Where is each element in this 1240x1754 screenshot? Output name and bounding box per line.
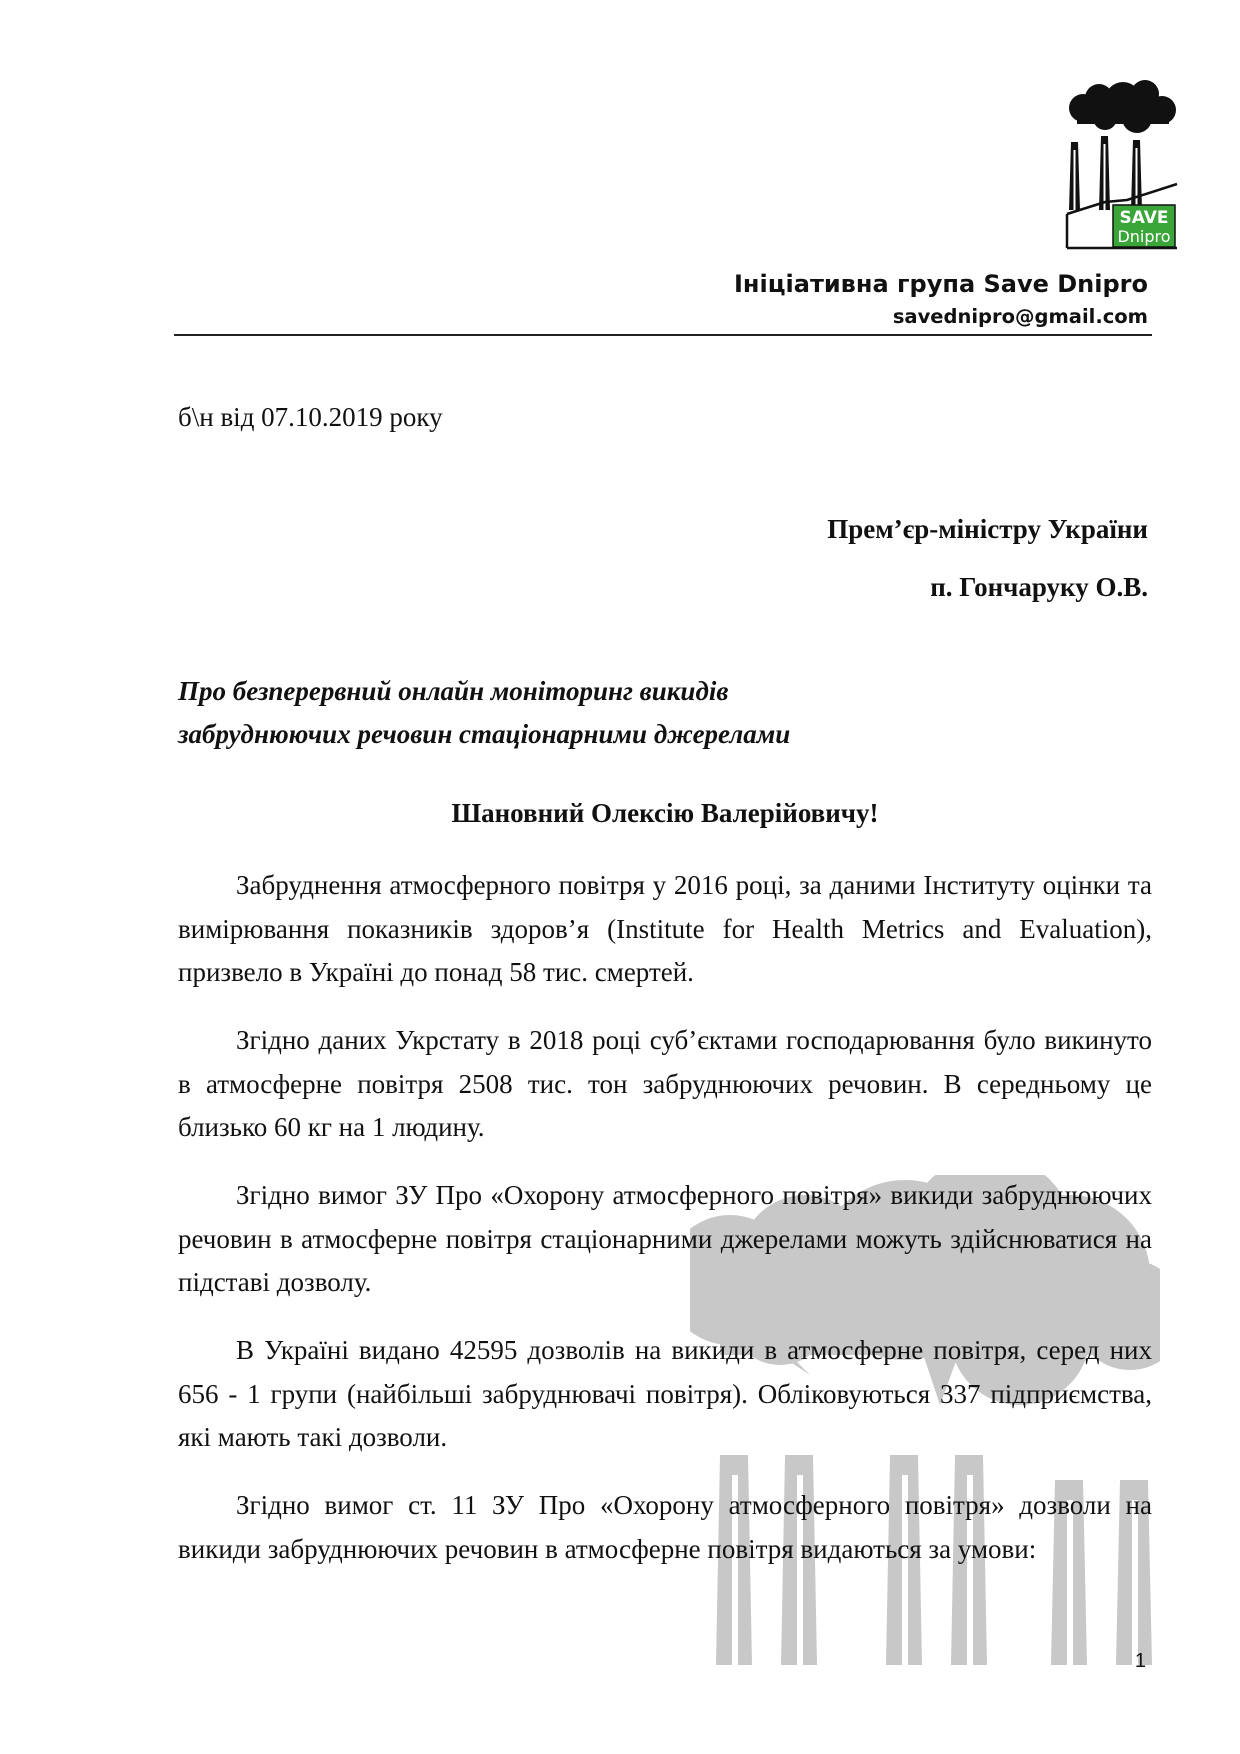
body-paragraph: Згідно даних Укрстату в 2018 році суб’єктами господарювання було викинуто в атмосферне повітря 2508 тис. тон забруднюючих речовин. В середньому це близько 60 кг на 1 людину. [178,1025,1152,1142]
salutation: Шановний Олексію Валерійовичу! [451,798,879,828]
addressee-name: п. Гончаруку О.В. [930,572,1148,602]
organization-name: Ініціативна група Save Dnipro [734,270,1148,298]
organization-email[interactable]: savednipro@gmail.com [892,305,1148,328]
subject-line-1: Про безперервний онлайн моніторинг викидів [178,676,729,706]
header-divider [174,334,1152,336]
body-paragraph: Забруднення атмосферного повітря у 2016 році, за даними Інституту оцінки та вимірювання показників здоров’я (Institute for Health Metrics and Evaluation), призвело в Україні до понад 58 тис. смертей. [178,870,1152,987]
letter-subject [178,670,878,756]
body-paragraph: Згідно вимог ЗУ Про «Охорону атмосферного повітря» викиди забруднюючих речовин в атмосферне повітря стаціонарними джерелами можуть здійснюватися на підставі дозволу. [178,1180,1152,1297]
body-paragraph: В Україні видано 42595 дозволів на викиди в атмосферне повітря, серед них 656 - 1 групи (найбільші забруднювачі повітря). Обліковуються 337 підприємства, які мають такі дозволи. [178,1335,1152,1452]
body-paragraph: Згідно вимог ст. 11 ЗУ Про «Охорону атмосферного повітря» дозволи на викиди забруднюючих речовин в атмосферне повітря видаються за умови: [178,1490,1152,1564]
subject-line-2: забруднюючих речовин стаціонарними джерелами [178,719,791,749]
page-number: 1 [1134,1650,1146,1672]
logo-badge-save: SAVE [1119,208,1169,228]
addressee-title: Прем’єр-міністру України [827,514,1148,544]
factory-smoke-logo-icon [1065,80,1180,250]
logo-badge-dnipro: Dnipro [1117,227,1171,246]
letter-reference: б\н від 07.10.2019 року [178,402,443,432]
